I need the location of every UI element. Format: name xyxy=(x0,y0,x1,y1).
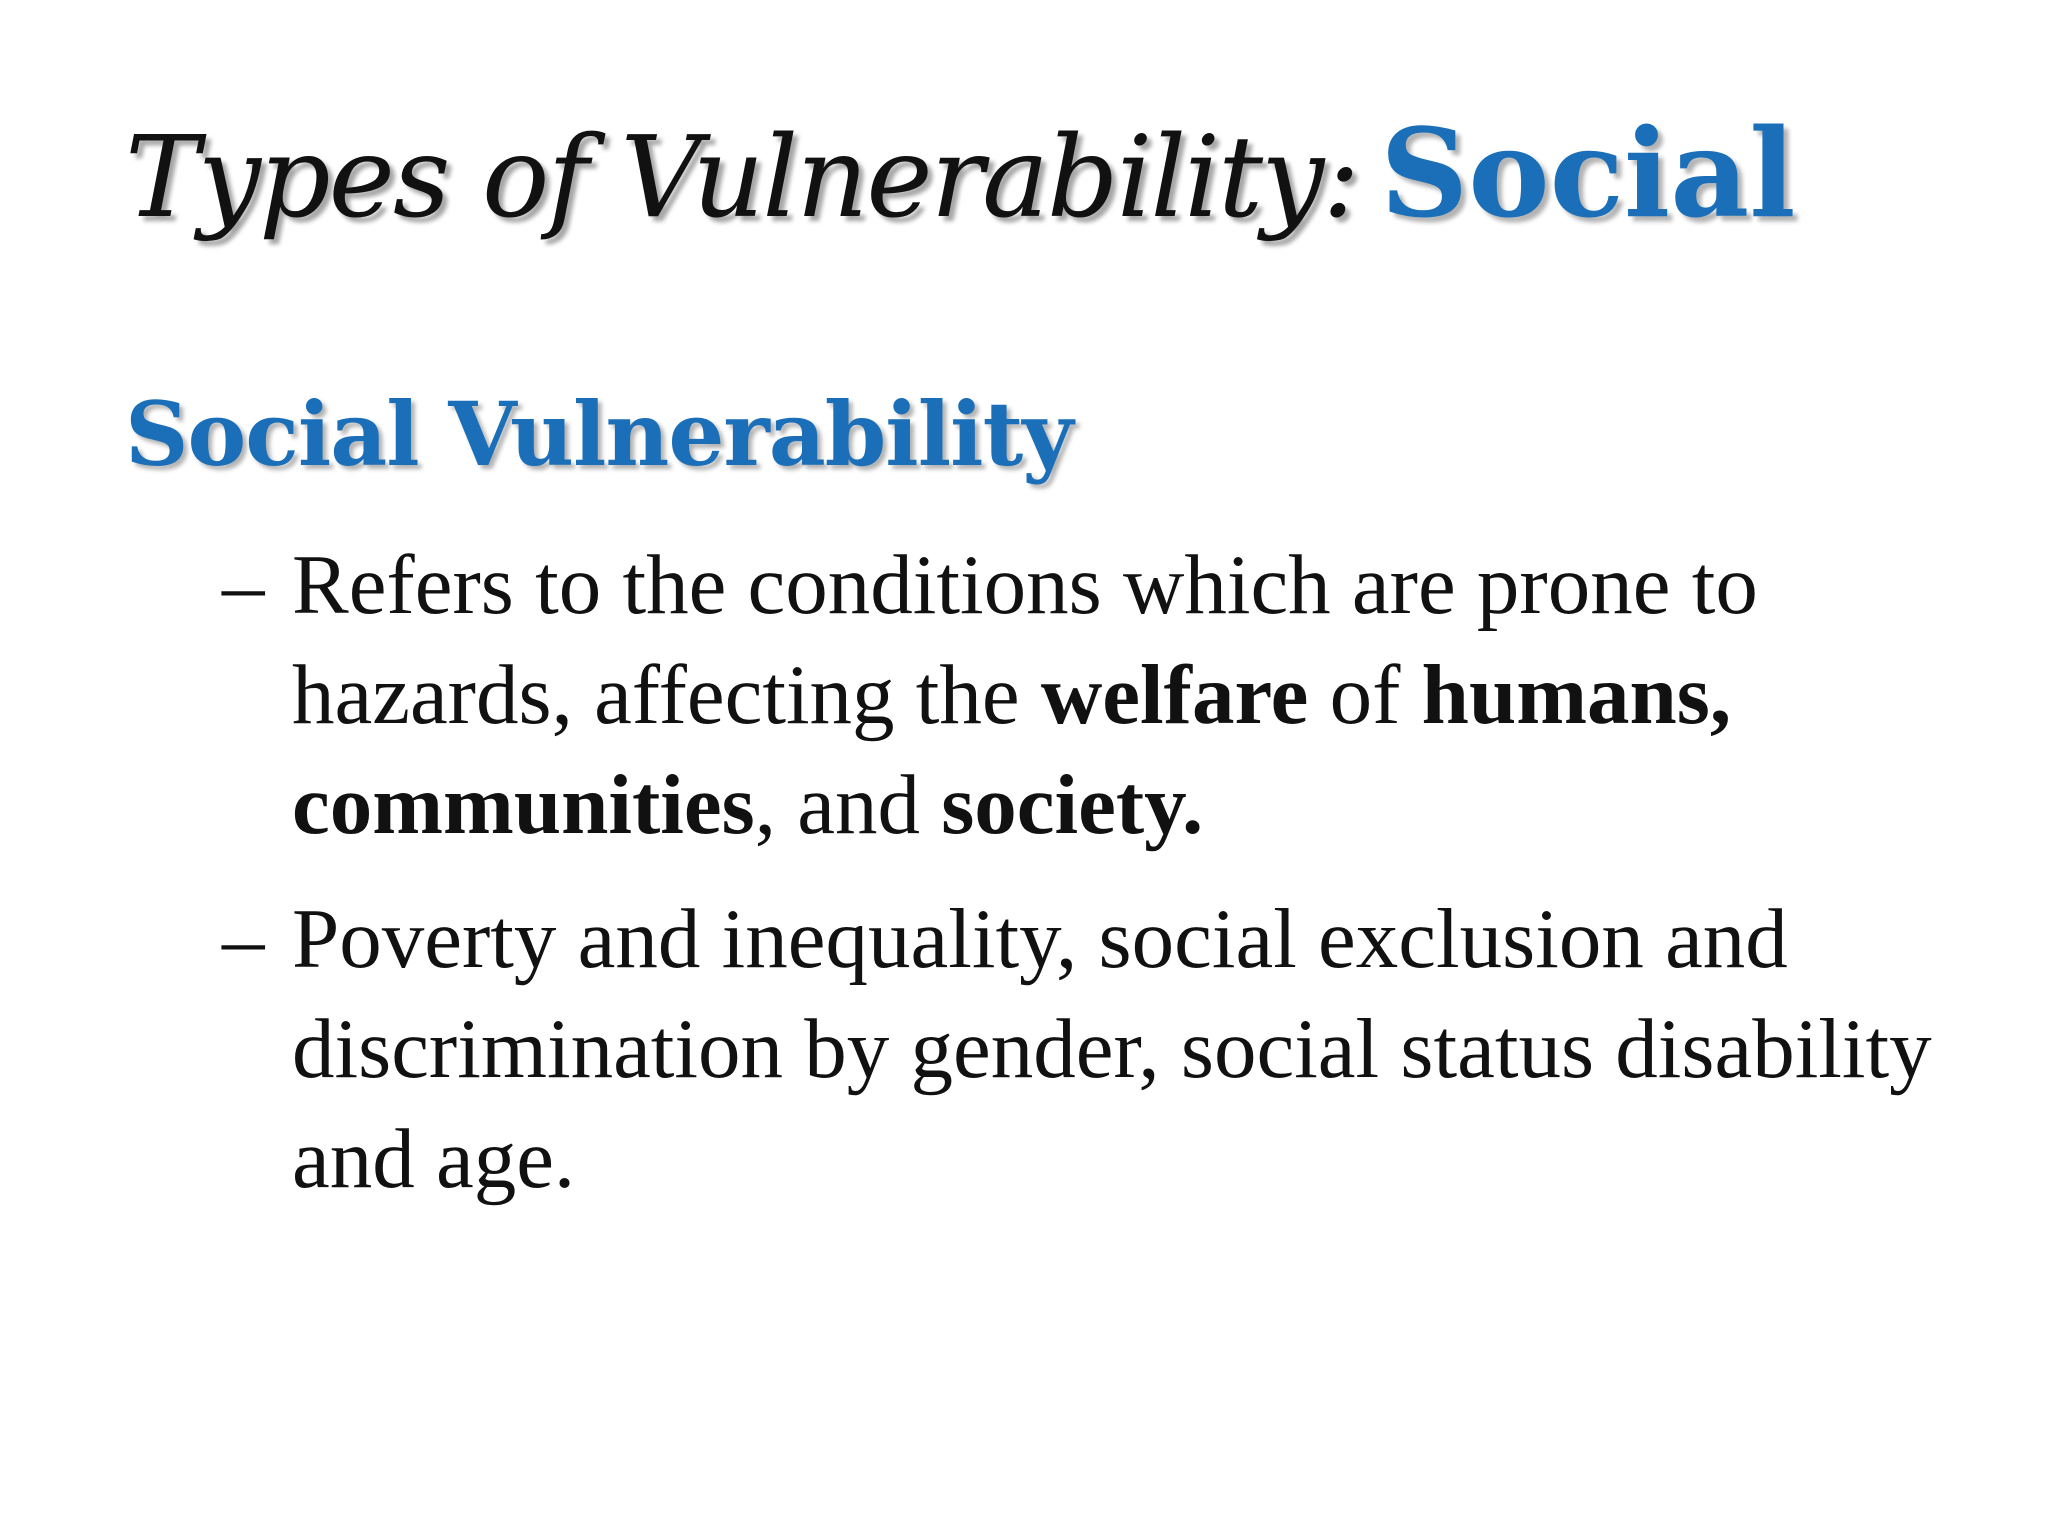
bold-term-humans-communities: humans, communities xyxy=(292,648,1732,852)
bullet-item xyxy=(222,884,1982,1214)
bullet-list xyxy=(222,530,1982,1238)
slide-title xyxy=(125,100,1975,246)
bullet-dash: – xyxy=(222,892,265,986)
bullet-text: Poverty and inequality, social exclusion and discrimination by gender, social status disability and age. xyxy=(292,892,1932,1206)
bullet-text: of xyxy=(1308,648,1422,742)
section-heading: Social Vulnerability xyxy=(125,382,1073,486)
bullet-dash: – xyxy=(222,538,265,632)
bullet-item xyxy=(222,530,1982,860)
bullet-text: , and xyxy=(754,758,942,852)
bullet-text: Refers to the conditions which are prone to hazards, affecting the xyxy=(292,538,1758,742)
title-highlight: Social xyxy=(1380,101,1796,245)
title-prefix: Types of Vulnerability: xyxy=(125,113,1359,243)
bold-term-society: society. xyxy=(941,758,1204,852)
bold-term-welfare: welfare xyxy=(1040,648,1309,742)
